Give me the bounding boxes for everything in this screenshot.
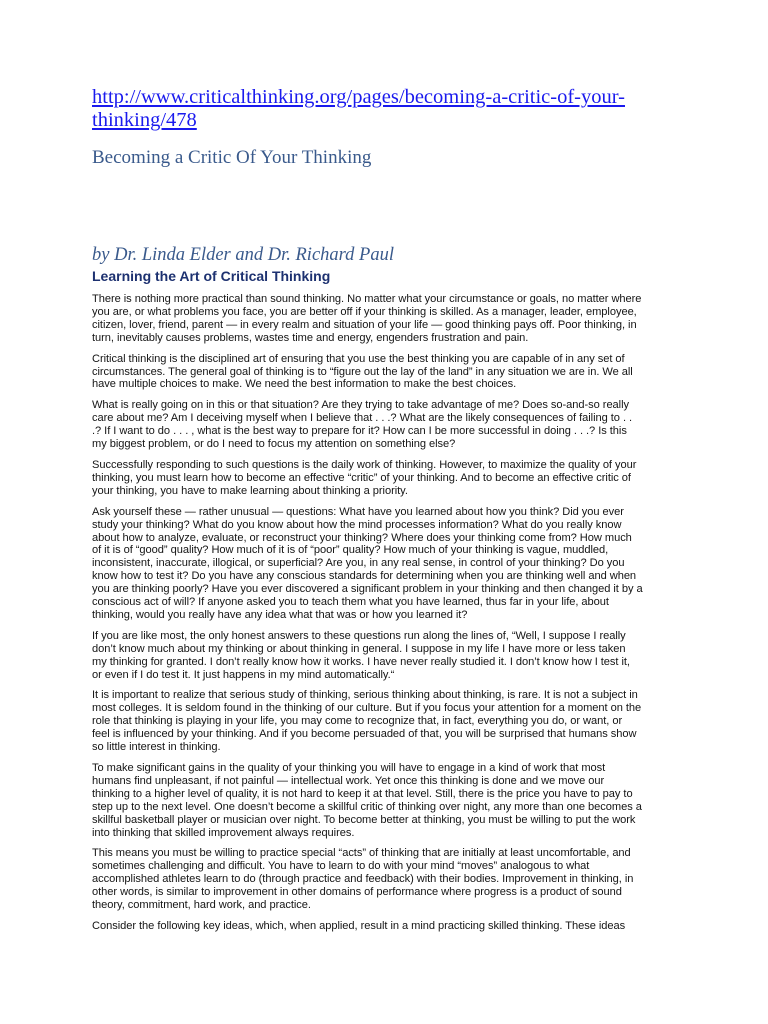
paragraph-line: This means you must be willing to practice special “acts” of thinking that are initially at least uncomfortable, and — [92, 847, 631, 860]
document-page — [92, 86, 676, 941]
body-paragraph — [92, 847, 676, 912]
paragraph-line: To make significant gains in the quality of your thinking you will have to engage in a kind of work that most — [92, 762, 606, 774]
body-paragraph — [92, 293, 676, 345]
paragraph-line: Ask yourself these — rather unusual — questions: What have you learned about how you think? Did you ever — [92, 505, 624, 518]
paragraph-line: don’t know much about my thinking or about thinking in general. I suppose in my life I have more or less taken — [92, 642, 626, 655]
paragraph-line: sometimes challenging and difficult. You have to learn to do with your mind “moves” analogous to what — [92, 860, 590, 873]
paragraph-line: or even if I do test it. It just happens in my mind automatically.“ — [92, 668, 395, 681]
section-heading: Learning the Art of Critical Thinking — [92, 268, 331, 284]
body-paragraph — [92, 506, 676, 622]
body-paragraph — [92, 459, 676, 498]
paragraph-line: humans find unpleasant, if not painful — intellectual work. Yet once this thinking is done and we move our — [92, 774, 605, 787]
paragraph-line: role that thinking is playing in your life, you may come to recognize that, in fact, everything you do, or want, or — [92, 715, 623, 728]
paragraph-line: circumstances. The general goal of thinking is to “figure out the lay of the land” in any situation we are in. We all — [92, 365, 633, 378]
paragraph-line: citizen, lover, friend, parent — in every realm and situation of your life — good thinking pays off. Poor thinking, in — [92, 318, 637, 331]
paragraph-line: What is really going on in this or that situation? Are they trying to take advantage of me? Does so-and-so really — [92, 399, 630, 412]
paragraph-line: study your thinking? What do you know about how the mind processes information? What do you really know — [92, 518, 622, 531]
paragraph-line: accomplished athletes learn to do (through practice and feedback) with their bodies. Improvement in thinking, in — [92, 873, 634, 886]
body-paragraph — [92, 630, 676, 682]
paragraph-line: my thinking for granted. I don’t really know how it works. I have never really studied it. I don’t know how I test it, — [92, 655, 630, 668]
paragraph-line: my biggest problem, or do I need to focus my attention on something else? — [92, 438, 456, 451]
source-url-line-2[interactable]: thinking/478 — [92, 109, 197, 131]
source-url-link[interactable] — [92, 86, 676, 132]
paragraph-line: Consider the following key ideas, which, when applied, result in a mind practicing skilled thinking. These ideas — [92, 919, 626, 932]
body-paragraph — [92, 399, 676, 451]
author-byline: by Dr. Linda Elder and Dr. Richard Paul — [92, 245, 394, 265]
article-body — [92, 293, 676, 933]
body-paragraph — [92, 689, 676, 754]
paragraph-line: .? If I want to do . . . , what is the best way to prepare for it? How can I be more successful in doing . . .? Is this — [92, 425, 627, 438]
paragraph-line: step up to the next level. One doesn’t become a skillful critic of thinking over night, any more than one becomes a — [92, 800, 642, 813]
source-url-line-1[interactable]: http://www.criticalthinking.org/pages/becoming-a-critic-of-your- — [92, 86, 625, 108]
paragraph-line: your thinking, you have to make learning about thinking a priority. — [92, 484, 408, 497]
paragraph-line: thinking to a higher level of quality, it is not hard to keep it at that level. Still, there is the price you have to pay to — [92, 787, 633, 800]
paragraph-line: of it is of “good” quality? How much of it is of “poor” quality? How much of your thinking is vague, muddled, — [92, 544, 609, 557]
paragraph-line: turn, inevitably causes problems, wastes time and energy, engenders frustration and pain. — [92, 331, 529, 344]
paragraph-line: conscious act of will? If anyone asked you to teach them what you have learned, thus far in your life, about — [92, 596, 609, 609]
paragraph-line: theory, commitment, hard work, and practice. — [92, 899, 311, 912]
paragraph-line: Successfully responding to such questions is the daily work of thinking. However, to maximize the quality of your — [92, 458, 637, 471]
paragraph-line: There is nothing more practical than sound thinking. No matter what your circumstance or goals, no matter where — [92, 293, 642, 305]
body-paragraph — [92, 920, 676, 933]
paragraph-line: know how to test it? Do you have any conscious standards for determining when you are thinking well and when — [92, 570, 637, 583]
paragraph-line: so little interest in thinking. — [92, 741, 221, 754]
paragraph-line: most colleges. It is seldom found in the thinking of our culture. But if you focus your attention for a moment on the — [92, 702, 642, 715]
paragraph-line: thinking, you must learn how to become an effective “critic” of your thinking. And to become an effective critic of — [92, 471, 631, 484]
paragraph-line: It is important to realize that serious study of thinking, serious thinking about thinking, is rare. It is not a subject in — [92, 689, 638, 702]
paragraph-line: inconsistent, inaccurate, illogical, or superficial? Are you, in any real sense, in control of your thinking? Do you — [92, 557, 625, 570]
paragraph-line: have multiple choices to make. We need the best information to make the best choices. — [92, 378, 517, 391]
paragraph-line: other words, is similar to improvement in other domains of performance where progress is a product of sound — [92, 886, 622, 899]
paragraph-line: Critical thinking is the disciplined art of ensuring that you use the best thinking you are capable of in any set of — [92, 352, 625, 365]
paragraph-line: feel is influenced by your thinking. And if you become persuaded of that, you will be surprised that humans show — [92, 728, 637, 741]
paragraph-line: you are, or what problems you face, you are better off if your thinking is skilled. As a manager, leader, employee, — [92, 305, 637, 318]
body-paragraph — [92, 762, 676, 839]
paragraph-line: skillful basketball player or musician over night. To become better at thinking, you must be willing to put the work — [92, 813, 636, 826]
body-paragraph — [92, 353, 676, 392]
paragraph-line: into thinking that skilled improvement always requires. — [92, 826, 355, 839]
paragraph-line: thinking, would you really have any idea what that was or how you learned it? — [92, 608, 468, 621]
paragraph-line: If you are like most, the only honest answers to these questions run along the lines of, “Well, I suppose I really — [92, 629, 626, 642]
paragraph-line: about how to analyze, evaluate, or reconstruct your thinking? Where does your thinking come from? How much — [92, 531, 632, 544]
paragraph-line: you are thinking poorly? Have you ever discovered a significant problem in your thinking and then changed it by a — [92, 583, 643, 596]
article-title: Becoming a Critic Of Your Thinking — [92, 147, 372, 168]
paragraph-line: care about me? Am I deceiving myself when I believe that . . .? What are the likely consequences of failing to . . — [92, 412, 633, 425]
